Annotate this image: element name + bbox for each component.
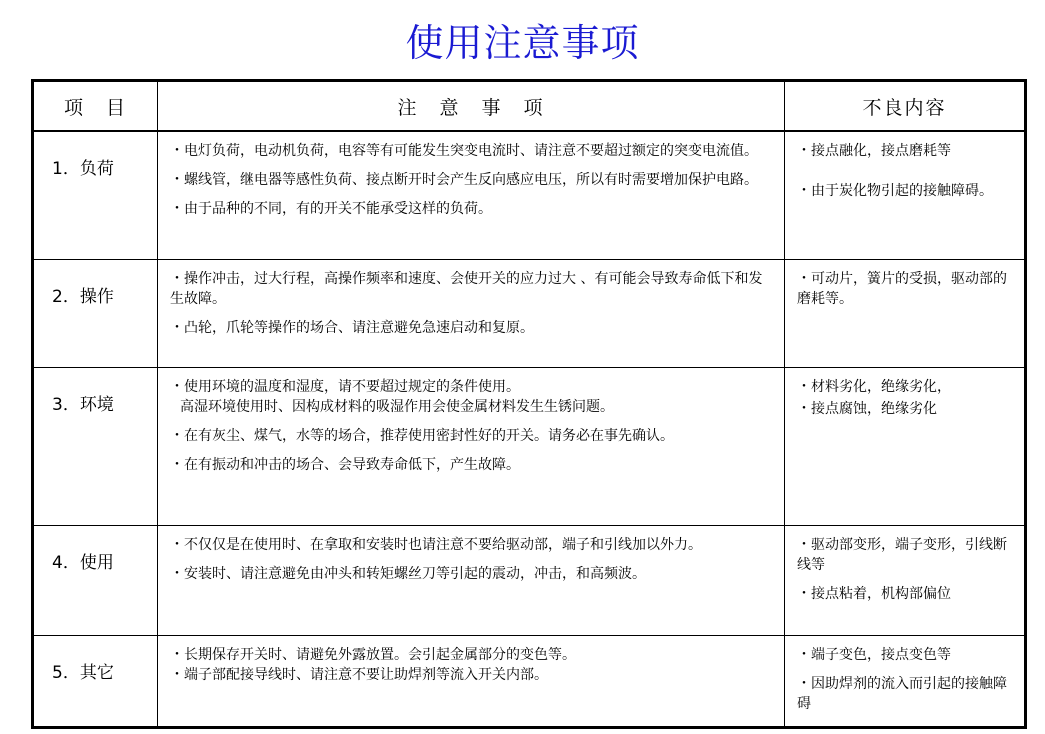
row-defects-usage (785, 526, 1024, 636)
row-defects-environment (785, 368, 1024, 526)
note-text: ・安装时、请注意避免由冲头和转矩螺丝刀等引起的震动，冲击，和高频波。 (170, 566, 646, 582)
defect-text: ・端子变色，接点变色等 (797, 647, 951, 663)
row-notes-environment (158, 368, 785, 526)
header-defects: 不良内容 (785, 82, 1024, 132)
note-text: ・由于品种的不同，有的开关不能承受这样的负荷。 (170, 201, 492, 217)
row-notes-operation (158, 260, 785, 368)
header-notes: 注 意 事 项 (158, 82, 785, 132)
row-item-load: 1．负荷 (34, 132, 158, 260)
note-text: ・在有振动和冲击的场合、会导致寿命低下，产生故障。 (170, 457, 520, 473)
defect-text: ・材料劣化，绝缘劣化， (797, 379, 951, 395)
note-text: ・螺线管，继电器等感性负荷、接点断开时会产生反向感应电压，所以有时需要增加保护电路。 (170, 172, 758, 188)
note-text: ・端子部配接导线时、请注意不要让助焊剂等流入开关内部。 (170, 667, 548, 683)
note-text: ・不仅仅是在使用时、在拿取和安装时也请注意不要给驱动部，端子和引线加以外力。 (170, 537, 702, 553)
note-text: ・操作冲击，过大行程，高操作频率和速度、会使开关的应力过大 、有可能会导致寿命低下和发生故障。 (170, 271, 763, 307)
row-item-usage: 4．使用 (34, 526, 158, 636)
note-text: ・长期保存开关时、请避免外露放置。会引起金属部分的变色等。 (170, 647, 576, 663)
precautions-table (31, 79, 1027, 729)
defect-text: ・由于炭化物引起的接触障碍。 (797, 183, 993, 199)
defect-text: ・驱动部变形，端子变形，引线断线等 (797, 537, 1007, 573)
defect-text: ・接点粘着，机构部偏位 (797, 586, 951, 602)
row-defects-other (785, 636, 1024, 726)
defect-text: ・接点腐蚀，绝缘劣化 (797, 401, 937, 417)
defect-text: ・接点融化，接点磨耗等 (797, 143, 951, 159)
row-defects-load (785, 132, 1024, 260)
note-text: ・使用环境的温度和湿度，请不要超过规定的条件使用。 (170, 379, 520, 395)
row-notes-other (158, 636, 785, 726)
note-text: ・凸轮，爪轮等操作的场合、请注意避免急速启动和复原。 (170, 320, 534, 336)
defect-text: ・可动片，簧片的受损，驱动部的磨耗等。 (797, 271, 1007, 307)
row-item-operation: 2．操作 (34, 260, 158, 368)
row-notes-usage (158, 526, 785, 636)
note-text: ・电灯负荷，电动机负荷，电容等有可能发生突变电流时、请注意不要超过额定的突变电流值。 (170, 143, 758, 159)
page-title: 使用注意事项 (405, 21, 640, 65)
note-text: 高湿环境使用时、因构成材料的吸湿作用会使金属材料发生生锈问题。 (180, 399, 614, 415)
defect-text: ・因助焊剂的流入而引起的接触障碍 (797, 676, 1007, 712)
row-defects-operation (785, 260, 1024, 368)
row-item-other: 5．其它 (34, 636, 158, 726)
note-text: ・在有灰尘、煤气，水等的场合，推荐使用密封性好的开关。请务必在事先确认。 (170, 428, 674, 444)
row-notes-load (158, 132, 785, 260)
header-item: 项 目 (34, 82, 158, 132)
row-item-environment: 3．环境 (34, 368, 158, 526)
